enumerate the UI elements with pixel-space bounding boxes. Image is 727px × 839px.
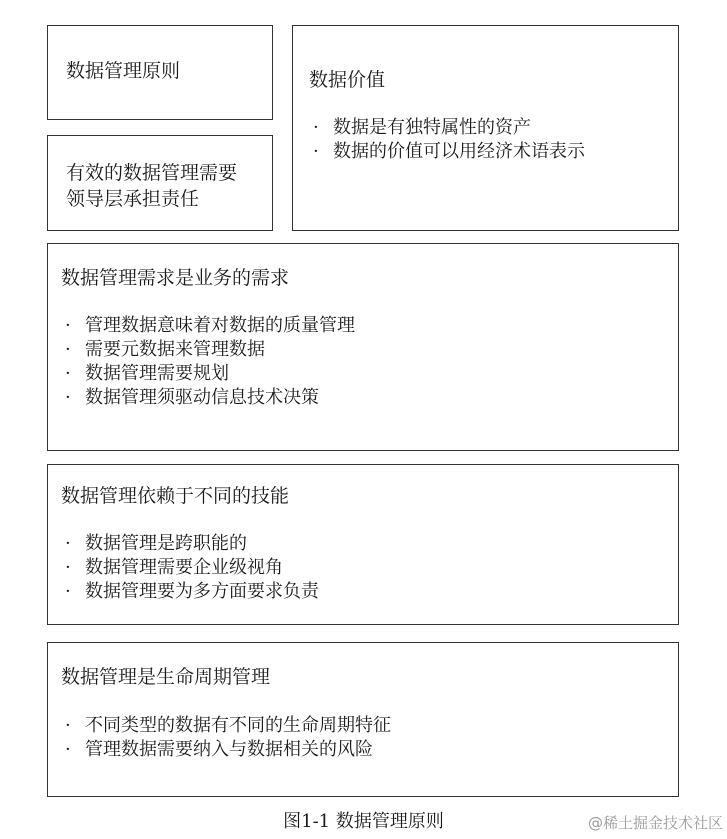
box-title: 数据价值 — [309, 69, 386, 91]
list-item: · 数据的价值可以用经济术语表示 — [309, 140, 585, 164]
bullet-list — [61, 532, 319, 604]
list-item: · 数据管理要为多方面要求负责 — [61, 580, 319, 604]
list-item: · 数据管理须驱动信息技术决策 — [61, 386, 355, 410]
box-lifecycle-management — [47, 642, 679, 797]
list-item: · 数据管理需要规划 — [61, 362, 355, 386]
box-different-skills — [47, 464, 679, 625]
list-item: · 管理数据意味着对数据的质量管理 — [61, 314, 355, 338]
list-item: · 不同类型的数据有不同的生命周期特征 — [61, 714, 391, 738]
list-item: · 数据是有独特属性的资产 — [309, 116, 585, 140]
list-item: · 管理数据需要纳入与数据相关的风险 — [61, 738, 391, 762]
list-item: · 数据管理需要企业级视角 — [61, 556, 319, 580]
watermark: @稀土掘金技术社区 — [587, 814, 723, 832]
box-title: 有效的数据管理需要领导层承担责任 — [66, 162, 238, 210]
bullet-list — [61, 314, 355, 410]
box-title: 数据管理是生命周期管理 — [61, 666, 271, 688]
box-leadership-responsibility — [47, 135, 273, 231]
figure-caption: 图1-1 数据管理原则 — [283, 811, 444, 832]
box-data-value — [292, 25, 679, 231]
box-business-needs — [47, 243, 679, 451]
list-item: · 数据管理是跨职能的 — [61, 532, 319, 556]
box-title: 数据管理原则 — [66, 60, 181, 82]
bullet-list — [61, 714, 391, 762]
box-title: 数据管理依赖于不同的技能 — [61, 485, 290, 507]
bullet-list — [309, 116, 585, 164]
box-data-management-principles — [47, 25, 273, 120]
list-item: · 需要元数据来管理数据 — [61, 338, 355, 362]
box-title: 数据管理需求是业务的需求 — [61, 267, 290, 289]
